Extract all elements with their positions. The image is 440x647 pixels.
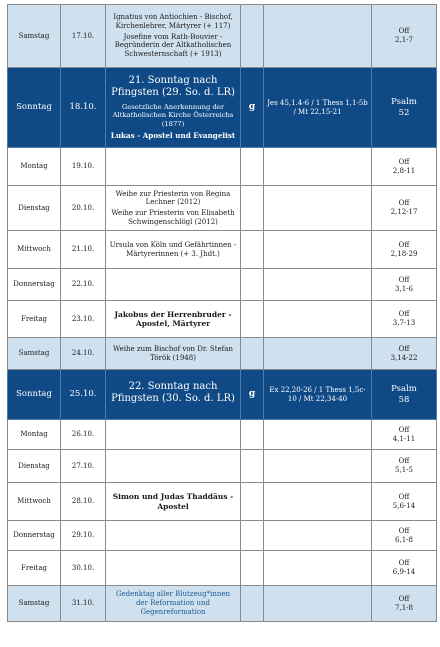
psalm-ref: 5,6-14 <box>392 501 416 510</box>
office-reading-cell <box>372 5 437 68</box>
date-cell: 24.10. <box>61 338 106 370</box>
psalm-ref: 3,1-6 <box>395 284 413 293</box>
calendar-row-sunday <box>8 370 437 420</box>
commemoration-cell <box>106 231 241 269</box>
commemoration-text: Weihe zur Priesterin von Regina Lechner (2012) <box>115 189 231 207</box>
psalm-ref: 58 <box>398 394 410 405</box>
liturgical-color-cell <box>241 521 264 551</box>
psalm-ref: 5,1-5 <box>395 466 413 474</box>
psalm-label: Off <box>398 157 410 166</box>
commemoration-cell <box>106 450 241 483</box>
liturgical-color-cell <box>241 483 264 521</box>
liturgical-color-cell <box>241 269 264 301</box>
psalm-label: Off <box>398 275 410 284</box>
weekday-cell: Mittwoch <box>8 231 61 269</box>
office-reading-cell <box>372 521 437 551</box>
readings-cell <box>264 186 372 231</box>
date-cell: 28.10. <box>61 483 106 521</box>
readings-cell: Jes 45,1.4-6 / 1 Thess 1,1-5b / Mt 22,15-21 <box>264 68 372 148</box>
office-reading-cell <box>372 301 437 338</box>
weekday-cell: Montag <box>8 420 61 450</box>
weekday-cell: Samstag <box>8 586 61 622</box>
psalm-label: Off <box>398 344 410 353</box>
commemoration-text: Ignatius von Antiochien - Bischof, Kirchenlehrer, Märtyrer (+ 117) <box>113 13 233 30</box>
liturgical-color-cell <box>241 186 264 231</box>
calendar-row <box>8 231 437 269</box>
date-cell: 26.10. <box>61 420 106 450</box>
commemoration-cell <box>106 186 241 231</box>
weekday-cell: Freitag <box>8 301 61 338</box>
liturgical-color-cell <box>241 148 264 186</box>
weekday-cell: Donnerstag <box>8 269 61 301</box>
psalm-label: Off <box>398 240 410 249</box>
office-reading-cell <box>372 586 437 622</box>
psalm-ref: 3,7-13 <box>392 319 416 327</box>
date-cell: 30.10. <box>61 551 106 586</box>
liturgical-color-cell <box>241 420 264 450</box>
readings-cell <box>264 301 372 338</box>
weekday-cell: Donnerstag <box>8 521 61 551</box>
psalm-label: Off <box>398 457 410 466</box>
readings-cell <box>264 338 372 370</box>
commemoration-text: Ursula von Köln und Gefährtinnen - Märtyrerinnen (+ 3. Jhdt.) <box>109 240 237 258</box>
psalm-label: Off <box>398 425 410 434</box>
psalm-ref: 2,12-17 <box>390 208 418 216</box>
commemoration-cell <box>106 68 241 148</box>
calendar-row <box>8 338 437 370</box>
sunday-title: 22. Sonntag nach Pfingsten (30. So. d. LR) <box>111 380 235 404</box>
weekday-cell: Samstag <box>8 5 61 68</box>
liturgical-color-cell <box>241 5 264 68</box>
date-cell: 29.10. <box>61 521 106 551</box>
office-reading-cell <box>372 231 437 269</box>
weekday-cell: Sonntag <box>8 370 61 420</box>
office-reading-cell <box>372 420 437 450</box>
weekday-cell: Samstag <box>8 338 61 370</box>
psalm-ref: 4,1-11 <box>392 434 416 443</box>
commemoration-cell <box>106 420 241 450</box>
liturgical-color-cell <box>241 231 264 269</box>
calendar-row <box>8 483 437 521</box>
date-cell: 18.10. <box>61 68 106 148</box>
calendar-row <box>8 521 437 551</box>
readings-cell <box>264 450 372 483</box>
weekday-cell: Mittwoch <box>8 483 61 521</box>
weekday-cell: Montag <box>8 148 61 186</box>
office-reading-cell <box>372 148 437 186</box>
commemoration-cell <box>106 301 241 338</box>
psalm-ref: 6,1-8 <box>395 535 413 544</box>
readings-cell: Ex 22,20-26 / 1 Thess 1,5c-10 / Mt 22,34-40 <box>264 370 372 420</box>
psalm-label: Psalm <box>391 383 417 394</box>
commemoration-text: Gesetzliche Anerkennung der Altkatholischen Kirche Österreichs (1877) <box>112 102 234 128</box>
psalm-ref: 7,1-8 <box>395 603 413 612</box>
psalm-label: Psalm <box>391 96 417 107</box>
psalm-label: Off <box>398 310 410 319</box>
office-reading-cell <box>372 186 437 231</box>
commemoration-cell <box>106 586 241 622</box>
commemoration-cell <box>106 370 241 420</box>
date-cell: 31.10. <box>61 586 106 622</box>
liturgical-color-cell <box>241 301 264 338</box>
readings-cell <box>264 551 372 586</box>
commemoration-cell <box>106 551 241 586</box>
commemoration-text: Weihe zur Priesterin von Elisabeth Schwingenschlögl (2012) <box>111 209 235 226</box>
office-reading-cell <box>372 483 437 521</box>
sunday-title: 21. Sonntag nach Pfingsten (29. So. d. LR) <box>111 74 235 99</box>
date-cell: 20.10. <box>61 186 106 231</box>
date-cell: 22.10. <box>61 269 106 301</box>
office-reading-cell <box>372 269 437 301</box>
commemoration-text: Josefine vom Rath-Bouvier - Begründerin der Altkatholischen Schwesternschaft (+ 1913) <box>114 32 232 59</box>
psalm-label: Off <box>398 199 410 208</box>
office-reading-cell <box>372 338 437 370</box>
liturgical-color-cell <box>241 338 264 370</box>
calendar-row-sunday <box>8 68 437 148</box>
liturgical-color-cell: g <box>241 370 264 420</box>
feast-title: Simon und Judas Thaddäus - Apostel <box>112 492 234 511</box>
date-cell: 23.10. <box>61 301 106 338</box>
psalm-label: Off <box>398 492 410 501</box>
commemoration-cell <box>106 148 241 186</box>
readings-cell <box>264 5 372 68</box>
office-reading-cell <box>372 450 437 483</box>
commemoration-text: Weihe zum Bischof von Dr. Stefan Török (1948) <box>113 344 233 362</box>
commemoration-cell <box>106 483 241 521</box>
weekday-cell: Sonntag <box>8 68 61 148</box>
psalm-ref: 3,14-22 <box>390 353 418 362</box>
liturgical-color-cell: g <box>241 68 264 148</box>
weekday-cell: Freitag <box>8 551 61 586</box>
calendar-row <box>8 551 437 586</box>
commemoration-cell <box>106 338 241 370</box>
readings-cell <box>264 586 372 622</box>
date-cell: 27.10. <box>61 450 106 483</box>
psalm-label: Off <box>398 526 410 535</box>
liturgical-color-cell <box>241 551 264 586</box>
weekday-cell: Dienstag <box>8 450 61 483</box>
liturgical-calendar-table <box>7 4 437 622</box>
office-reading-cell <box>372 370 437 420</box>
calendar-row <box>8 301 437 338</box>
psalm-label: Off <box>398 27 410 36</box>
date-cell: 21.10. <box>61 231 106 269</box>
readings-cell <box>264 148 372 186</box>
office-reading-cell <box>372 68 437 148</box>
psalm-label: Off <box>398 559 410 568</box>
commemoration-cell <box>106 269 241 301</box>
calendar-row <box>8 586 437 622</box>
calendar-row <box>8 5 437 68</box>
feast-title: Jakobus der Herrenbruder - Apostel, Märtyrer <box>114 309 232 328</box>
psalm-ref: 2,1-7 <box>395 36 413 44</box>
commemoration-text: Gedenktag aller Blutzeug*innen der Reformation und Gegenreformation <box>115 590 231 616</box>
commemoration-cell <box>106 521 241 551</box>
date-cell: 19.10. <box>61 148 106 186</box>
calendar-row <box>8 148 437 186</box>
readings-cell <box>264 483 372 521</box>
office-reading-cell <box>372 551 437 586</box>
readings-cell <box>264 521 372 551</box>
psalm-ref: 52 <box>398 107 410 118</box>
readings-cell <box>264 269 372 301</box>
psalm-ref: 2,8-11 <box>392 166 416 175</box>
date-cell: 17.10. <box>61 5 106 68</box>
calendar-row <box>8 420 437 450</box>
date-cell: 25.10. <box>61 370 106 420</box>
psalm-ref: 2,18-29 <box>390 249 418 258</box>
weekday-cell: Dienstag <box>8 186 61 231</box>
liturgical-color-cell <box>241 586 264 622</box>
feast-title: Lukas - Apostel und Evangelist <box>110 131 236 141</box>
readings-cell <box>264 420 372 450</box>
calendar-row <box>8 450 437 483</box>
calendar-row <box>8 269 437 301</box>
readings-cell <box>264 231 372 269</box>
calendar-row <box>8 186 437 231</box>
liturgical-color-cell <box>241 450 264 483</box>
commemoration-cell <box>106 5 241 68</box>
psalm-ref: 6,9-14 <box>392 568 416 576</box>
psalm-label: Off <box>398 594 410 603</box>
